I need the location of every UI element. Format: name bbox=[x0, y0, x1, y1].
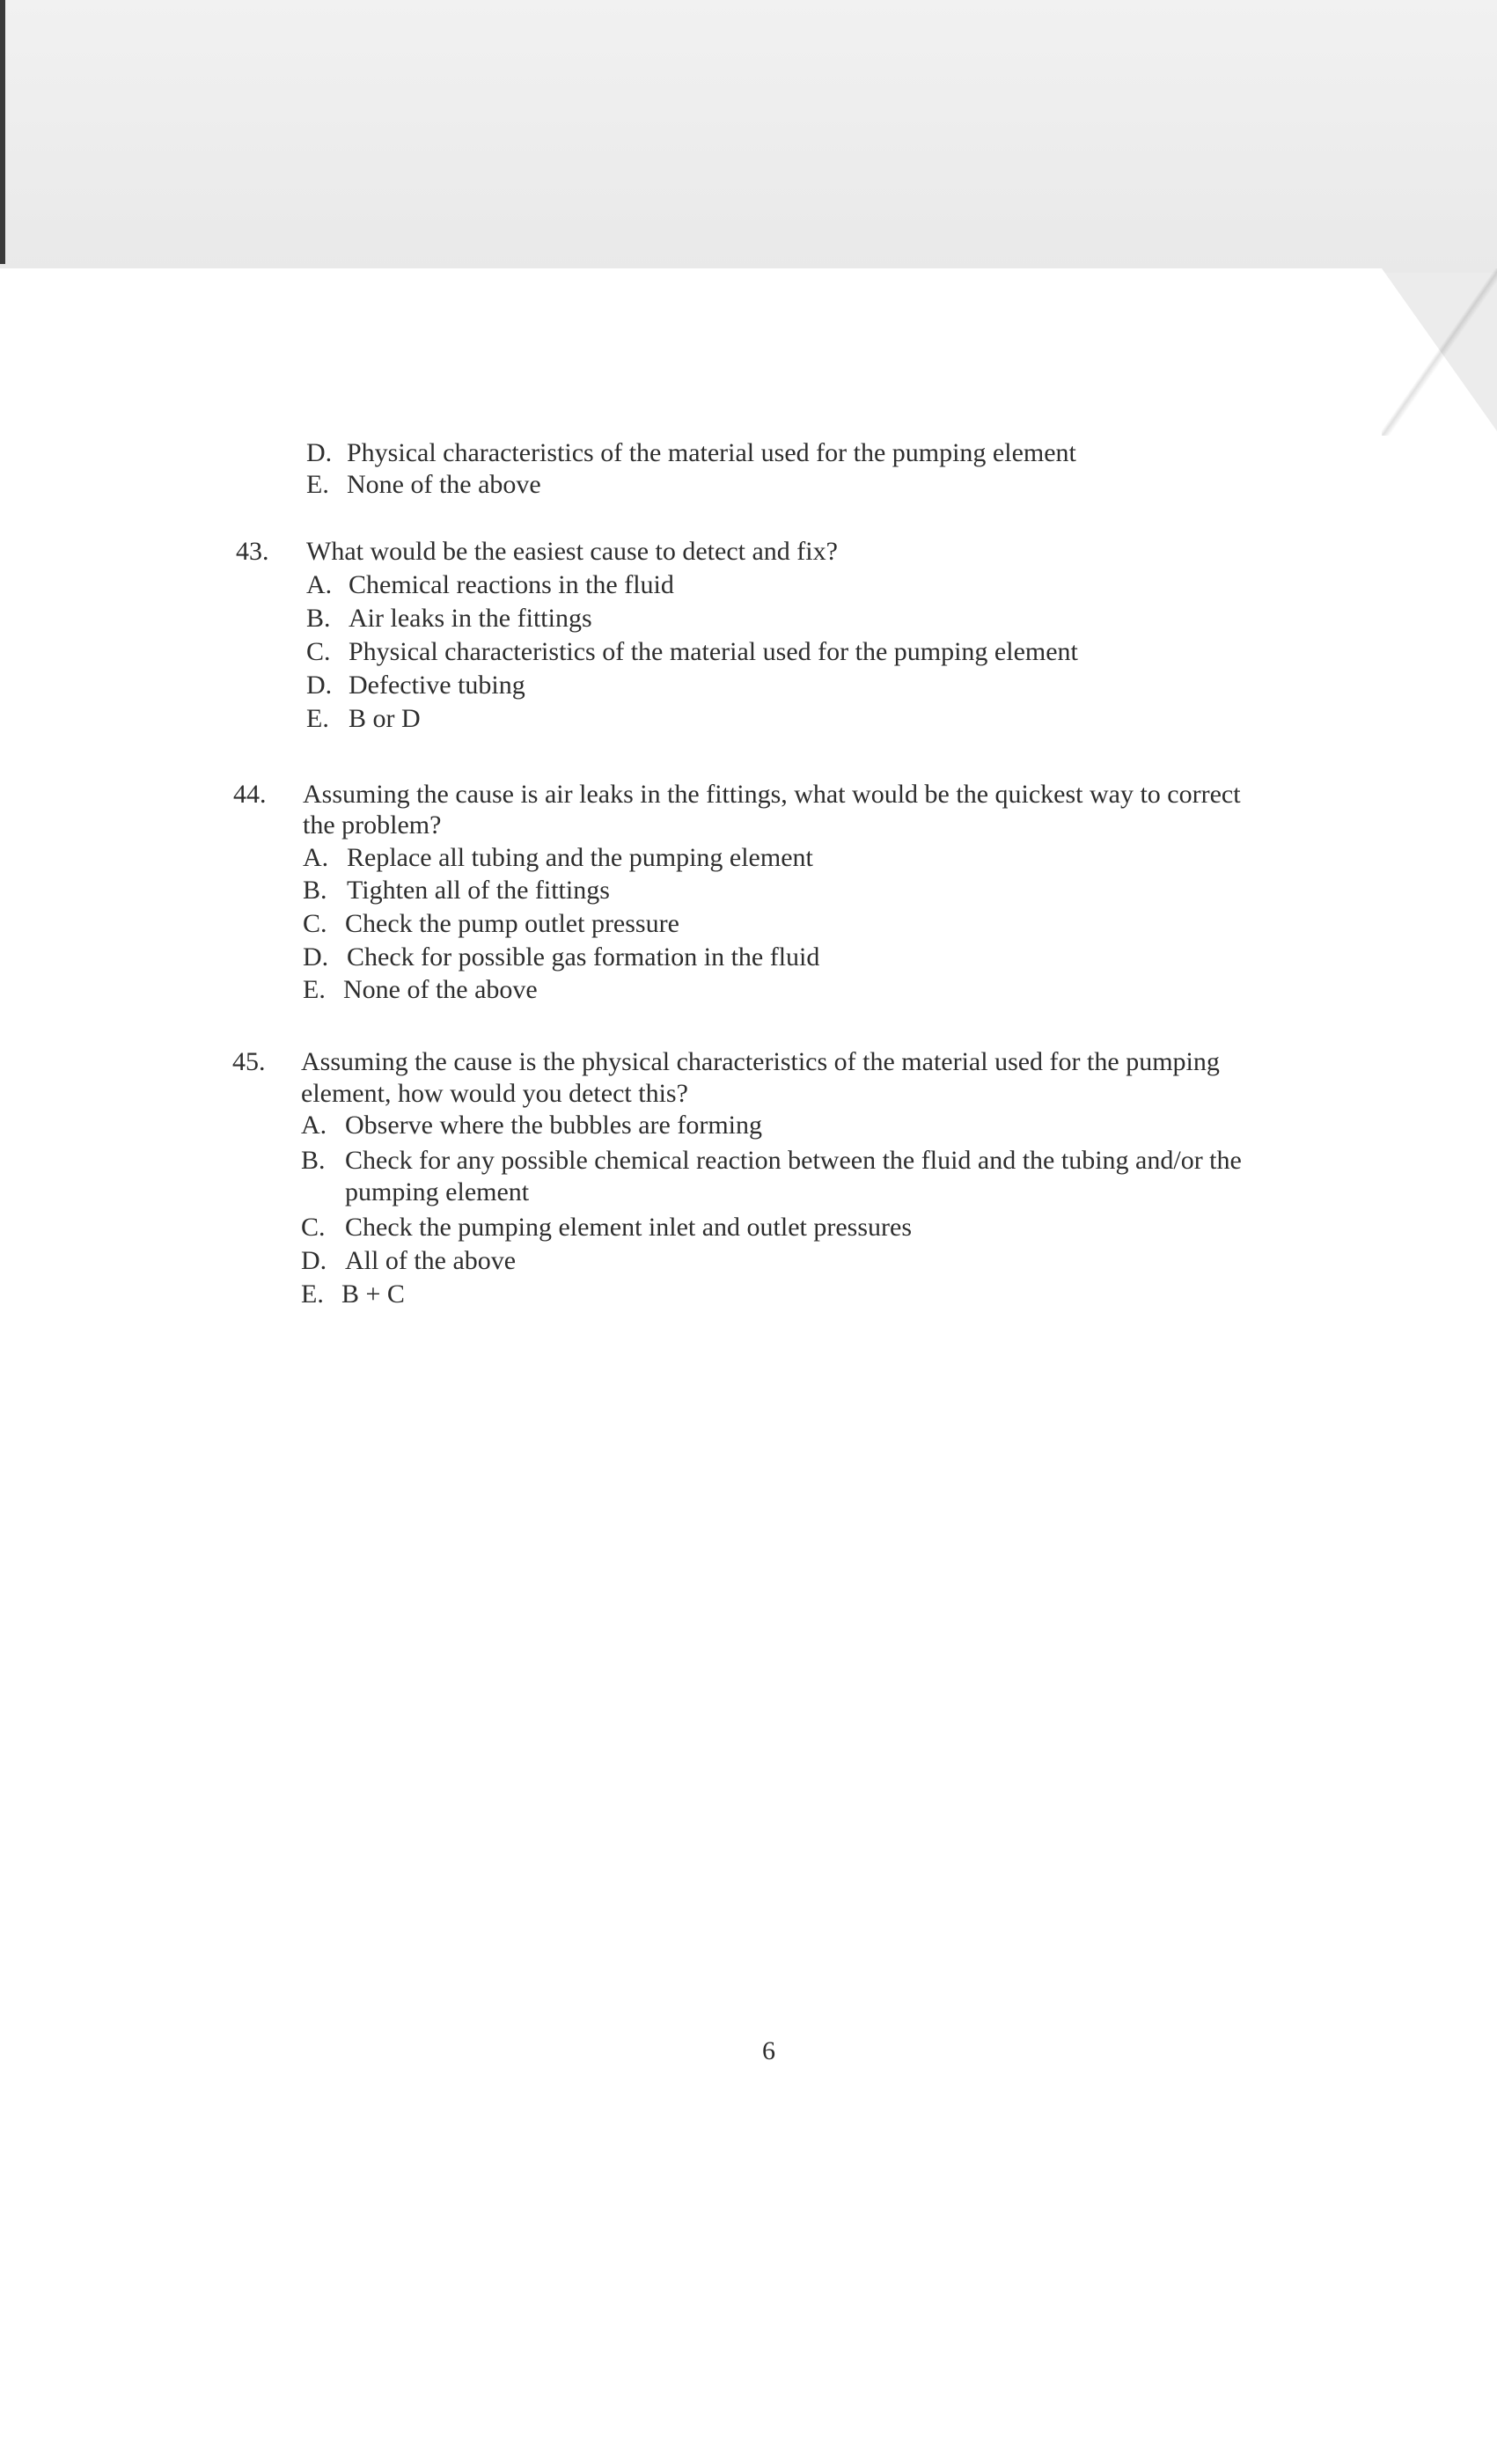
option-text: B + C bbox=[341, 1280, 405, 1309]
question-number: 43. bbox=[236, 537, 269, 566]
option-text: Physical characteristics of the material used for the pumping element bbox=[347, 438, 1076, 467]
option-letter: B. bbox=[301, 1146, 326, 1175]
question-number: 45. bbox=[232, 1047, 266, 1076]
option-letter: A. bbox=[301, 1111, 327, 1140]
option-letter: E. bbox=[303, 975, 326, 1004]
option-letter: B. bbox=[303, 876, 327, 905]
option-text: Tighten all of the fittings bbox=[347, 876, 610, 905]
option-text: Check for possible gas formation in the fluid bbox=[347, 942, 820, 972]
option-text: Replace all tubing and the pumping element bbox=[347, 843, 813, 872]
question-text: Assuming the cause is the physical characteristics of the material used for the pumping bbox=[301, 1047, 1220, 1076]
option-text: None of the above bbox=[343, 975, 538, 1004]
question-number: 44. bbox=[233, 780, 267, 809]
option-letter: E. bbox=[306, 704, 329, 733]
question-text: element, how would you detect this? bbox=[301, 1079, 688, 1108]
option-text: None of the above bbox=[347, 470, 541, 499]
option-text: Air leaks in the fittings bbox=[349, 604, 592, 633]
option-text: All of the above bbox=[345, 1246, 517, 1275]
option-letter: E. bbox=[301, 1280, 324, 1309]
option-letter: A. bbox=[303, 843, 329, 872]
option-letter: E. bbox=[306, 470, 329, 499]
question-text: What would be the easiest cause to detect and fix? bbox=[306, 537, 838, 566]
option-text: Observe where the bubbles are forming bbox=[345, 1111, 762, 1140]
option-text: Chemical reactions in the fluid bbox=[349, 570, 674, 599]
option-text: Check the pump outlet pressure bbox=[345, 909, 679, 938]
question-text: the problem? bbox=[303, 810, 442, 840]
question-text: Assuming the cause is air leaks in the fittings, what would be the quickest way to correct bbox=[303, 780, 1241, 809]
option-letter: D. bbox=[303, 942, 329, 972]
option-letter: D. bbox=[306, 438, 333, 467]
option-letter: A. bbox=[306, 570, 333, 599]
option-letter: B. bbox=[306, 604, 331, 633]
option-letter: D. bbox=[306, 671, 333, 700]
page-number: 6 bbox=[762, 2036, 775, 2065]
option-text: Check for any possible chemical reaction between the fluid and the tubing and/or the bbox=[345, 1146, 1242, 1175]
option-text: Check the pumping element inlet and outlet pressures bbox=[345, 1213, 913, 1242]
option-letter: D. bbox=[301, 1246, 327, 1275]
option-text: Physical characteristics of the material used for the pumping element bbox=[349, 637, 1078, 666]
option-letter: C. bbox=[301, 1213, 326, 1242]
option-text-continued: pumping element bbox=[345, 1177, 530, 1206]
option-text: Defective tubing bbox=[349, 671, 525, 700]
option-letter: C. bbox=[306, 637, 331, 666]
option-text: B or D bbox=[349, 704, 421, 733]
option-letter: C. bbox=[303, 909, 327, 938]
